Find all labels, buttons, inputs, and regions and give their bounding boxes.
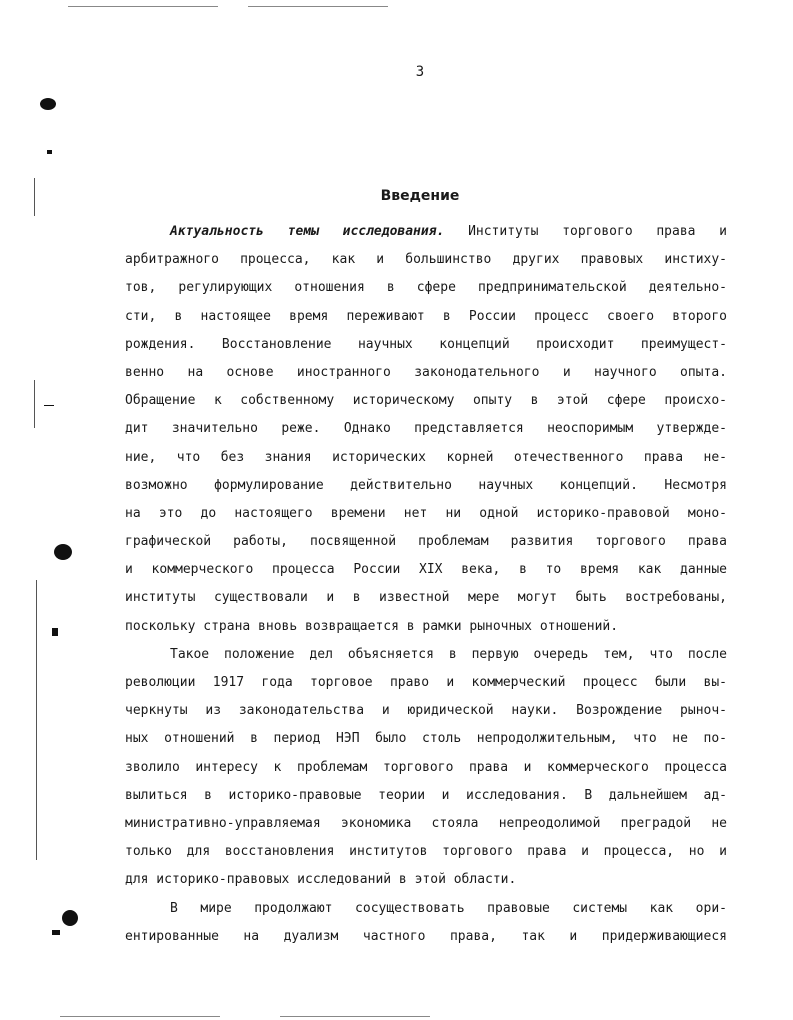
scan-mark <box>52 628 58 636</box>
text-line: ных отношений в период НЭП было столь непродолжительным, что не по- <box>125 731 727 747</box>
text-line: Обращение к собственному историческому опыту в этой сфере происхо- <box>125 393 727 409</box>
text-line: революции 1917 года торговое право и коммерческий процесс были вы- <box>125 675 727 690</box>
text-line: на это до настоящего времени нет ни одной историко-правовой моно- <box>125 505 727 521</box>
text-line: черкнуты из законодательства и юридической науки. Возрождение рыноч- <box>125 703 727 719</box>
paragraph <box>125 895 727 951</box>
scan-line <box>280 1016 430 1017</box>
text-line: ние, что без знания исторических корней отечественного права не- <box>125 449 727 465</box>
text-line: институты существовали и в известной мере могут быть востребованы, <box>125 590 727 606</box>
scan-blot <box>62 910 78 926</box>
scan-line <box>68 6 218 7</box>
scan-blot <box>54 544 72 560</box>
paragraph <box>125 641 727 895</box>
text-line: зволило интересу к проблемам торгового права и коммерческого процесса <box>125 759 727 775</box>
paragraph <box>125 218 727 641</box>
text-line: для историко-правовых исследований в этой области. <box>125 872 517 888</box>
text-line: венно на основе иностранного законодательного и научного опыта. <box>125 364 727 380</box>
scan-mark <box>52 930 60 935</box>
lead-phrase: Актуальность темы исследования. <box>170 224 445 239</box>
text-line: вылиться в историко-правовые теории и исследования. В дальнейшем ад- <box>125 787 727 803</box>
text-line: В мире продолжают сосуществовать правовые системы как ори- <box>170 900 727 916</box>
scan-edge <box>34 380 35 428</box>
text-line: только для восстановления институтов торгового права и процесса, но и <box>125 844 727 860</box>
document-body <box>125 218 727 951</box>
text-line: рождения. Восстановление научных концепций происходит преимущест- <box>125 336 727 352</box>
section-heading: Введение <box>380 188 460 204</box>
scan-line <box>60 1016 220 1017</box>
text-line: Такое положение дел объясняется в первую очередь тем, что после <box>170 646 727 662</box>
text-line: и коммерческого процесса России XIX века, в то время как данные <box>125 562 727 578</box>
text-line: поскольку страна вновь возвращается в рамки рыночных отношений. <box>125 618 619 634</box>
text-line <box>125 218 727 246</box>
scan-blot <box>40 98 56 110</box>
text-line: министративно-управляемая экономика стояла непреодолимой преградой не <box>125 815 727 831</box>
lead-rest: Институты торгового права и <box>444 224 727 239</box>
text-line: тов, регулирующих отношения в сфере предпринимательской деятельно- <box>125 280 727 296</box>
text-line: сти, в настоящее время переживают в России процесс своего второго <box>125 308 727 324</box>
text-line: графической работы, посвященной проблемам развития торгового права <box>125 534 727 550</box>
text-line: возможно формулирование действительно научных концепций. Несмотря <box>125 477 727 493</box>
scan-line <box>248 6 388 7</box>
scan-edge <box>36 580 37 860</box>
text-line: дит значительно реже. Однако представляется неоспоримым утвержде- <box>125 421 727 437</box>
scan-dot <box>47 150 52 154</box>
text-line: ентированные на дуализм частного права, так и придерживающиеся <box>125 928 727 944</box>
scan-mark <box>44 405 54 406</box>
page-number: 3 <box>415 64 425 80</box>
text-line: арбитражного процесса, как и большинство других правовых инстиху- <box>125 252 727 268</box>
